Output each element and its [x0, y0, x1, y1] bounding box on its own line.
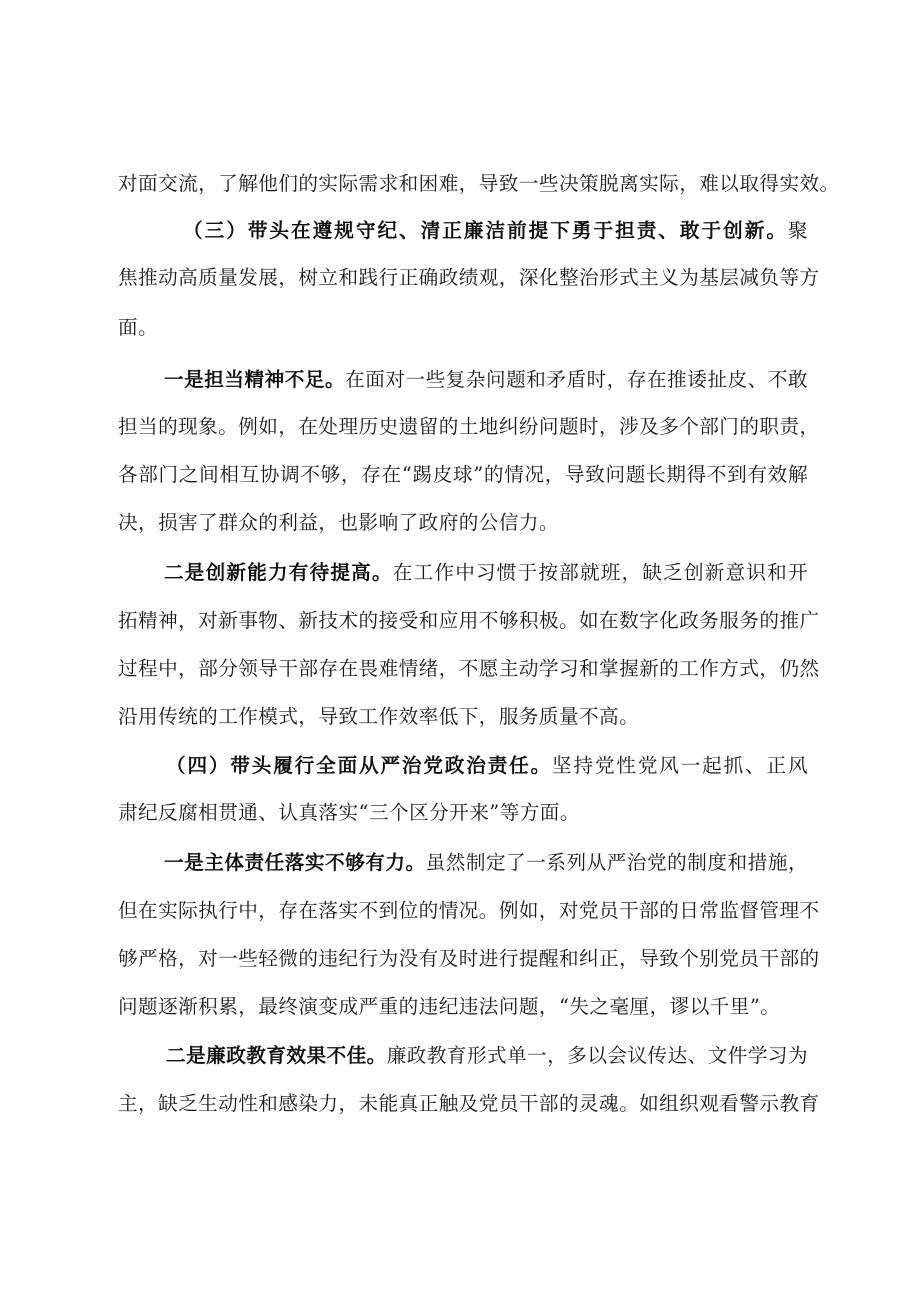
text-line: [118, 899, 820, 923]
text-line: [118, 172, 840, 196]
text-line: [118, 947, 820, 971]
body-text: 虽然制定了一系列从严治党的制度和措施，: [425, 851, 808, 874]
body-text: 过程中，部分领导干部存在畏难情绪，不愿主动学习和掌握新的工作方式，仍然: [118, 657, 820, 680]
body-text: 担当的现象。例如，在处理历史遗留的土地纠纷问题时，涉及多个部门的职责，: [118, 415, 820, 438]
text-line: [118, 1092, 820, 1116]
text-line: [118, 415, 820, 439]
body-text: 焦推动高质量发展，树立和践行正确政绩观，深化整治形式主义为基层减负等方: [118, 266, 820, 289]
text-line: [118, 609, 820, 633]
bold-heading-text: （三）带头在遵规守纪、清正廉洁前提下勇于担责、敢于创新。: [183, 219, 788, 242]
bold-heading-text: 二是创新能力有待提高。: [164, 561, 393, 584]
body-text: 但在实际执行中，存在落实不到位的情况。例如，对党员干部的日常监督管理不: [118, 899, 820, 922]
text-line: [118, 463, 808, 487]
text-line: [118, 316, 808, 340]
text-line: [166, 1044, 808, 1068]
bold-heading-text: （四）带头履行全面从严治党政治责任。: [166, 754, 553, 777]
body-text: 廉政教育形式单一，多以会议传达、文件学习为: [386, 1044, 809, 1067]
body-text: 坚持党性党风一起抓、正风: [552, 754, 808, 777]
body-text: 面。: [118, 316, 159, 339]
text-line: [166, 754, 808, 778]
body-text: 够严格，对一些轻微的违纪行为没有及时进行提醒和纠正，导致个别党员干部的: [118, 947, 820, 970]
body-text: 决，损害了群众的利益，也影响了政府的公信力。: [118, 511, 559, 534]
body-text: 各部门之间相互协调不够，存在“踢皮球”的情况，导致问题长期得不到有效解: [118, 463, 808, 486]
body-text: 拓精神，对新事物、新技术的接受和应用不够积极。如在数字化政务服务的推广: [118, 609, 820, 632]
text-line: [118, 801, 808, 825]
text-line: [164, 561, 808, 585]
text-line: [118, 705, 808, 729]
text-line: [118, 266, 820, 290]
text-line: [164, 368, 808, 392]
text-line: [183, 219, 808, 243]
bold-heading-text: 一是担当精神不足。: [164, 368, 346, 391]
body-text: 在工作中习惯于按部就班，缺乏创新意识和开: [392, 561, 809, 584]
text-line: [118, 657, 820, 681]
body-text: 沿用传统的工作模式，导致工作效率低下，服务质量不高。: [118, 705, 640, 728]
text-line: [118, 995, 808, 1019]
text-line: [118, 511, 808, 535]
body-text: 对面交流，了解他们的实际需求和困难，导致一些决策脱离实际，难以取得实效。: [118, 172, 840, 195]
body-text: 聚: [787, 219, 808, 242]
body-text: 肃纪反腐相贯通、认真落实“三个区分开来”等方面。: [118, 801, 580, 824]
bold-heading-text: 一是主体责任落实不够有力。: [164, 851, 426, 874]
body-text: 问题逐渐积累，最终演变成严重的违纪违法问题，“失之毫厘，谬以千里”。: [118, 995, 781, 1018]
text-line: [164, 851, 808, 875]
body-text: 在面对一些复杂问题和矛盾时，存在推诿扯皮、不敢: [345, 368, 808, 391]
body-text: 主，缺乏生动性和感染力，未能真正触及党员干部的灵魂。如组织观看警示教育: [118, 1092, 820, 1115]
bold-heading-text: 二是廉政教育效果不佳。: [166, 1044, 387, 1067]
